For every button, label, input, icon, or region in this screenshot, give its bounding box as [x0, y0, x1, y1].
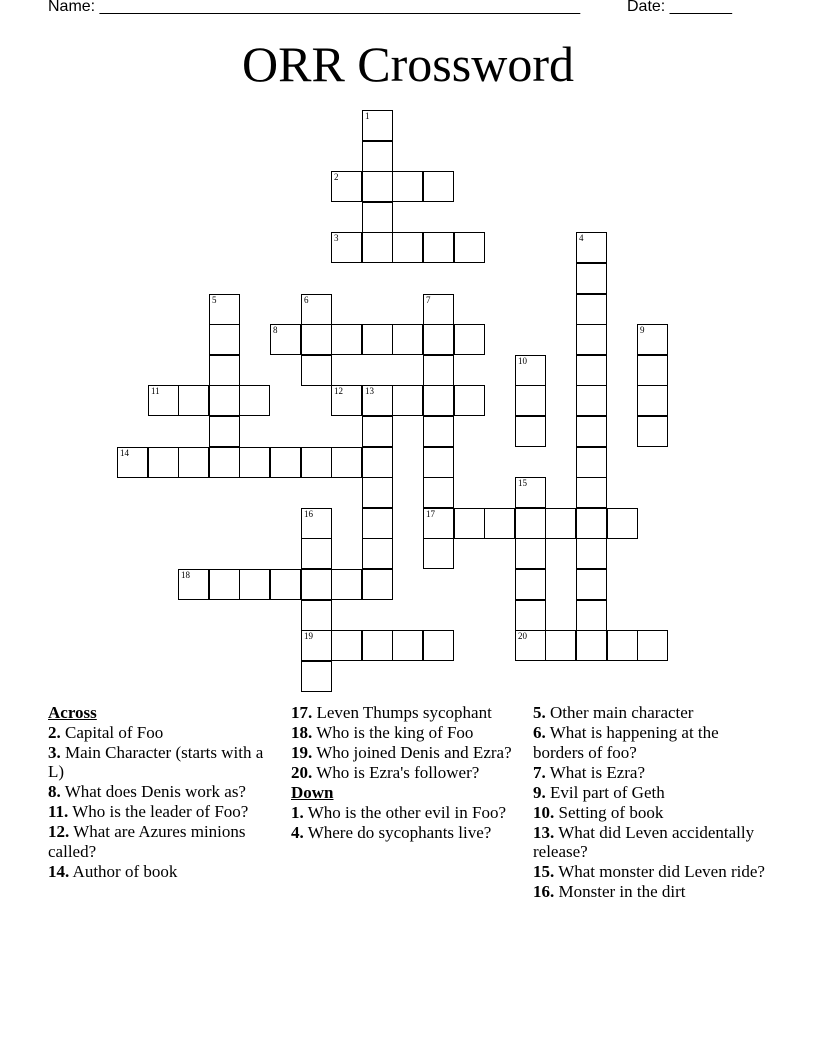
clue-number-label: 2.	[48, 722, 61, 742]
grid-cell[interactable]	[515, 416, 546, 447]
clue-text: Capital of Foo	[60, 722, 164, 742]
clue-number-label: 10.	[533, 802, 555, 822]
grid-cell[interactable]	[576, 232, 607, 263]
clue-item	[533, 823, 765, 862]
clue-number: 14	[120, 448, 129, 458]
clue-text: What monster did Leven ride?	[554, 862, 765, 881]
clue-item	[48, 723, 280, 743]
grid-cell[interactable]	[209, 324, 240, 355]
grid-cell[interactable]	[301, 569, 332, 600]
clue-item	[48, 862, 280, 882]
clue-text: Who is Ezra's follower?	[312, 763, 480, 782]
grid-cell[interactable]	[392, 232, 423, 263]
grid-cell[interactable]	[301, 294, 332, 325]
grid-cell[interactable]	[576, 263, 607, 294]
grid-cell[interactable]	[117, 447, 148, 478]
clue-text: Monster in the dirt	[554, 882, 686, 901]
grid-cell[interactable]	[576, 508, 607, 539]
grid-cell[interactable]	[331, 232, 362, 263]
grid-cell[interactable]	[362, 569, 393, 600]
grid-cell[interactable]	[301, 447, 332, 478]
grid-cell[interactable]	[576, 385, 607, 416]
grid-cell[interactable]	[362, 232, 393, 263]
grid-cell[interactable]	[362, 141, 393, 172]
clue-text: Setting of book	[554, 802, 664, 822]
grid-cell[interactable]	[239, 385, 270, 416]
grid-cell[interactable]	[545, 630, 576, 661]
grid-cell[interactable]	[576, 447, 607, 478]
grid-cell[interactable]	[423, 447, 454, 478]
grid-cell[interactable]	[148, 447, 179, 478]
grid-cell[interactable]	[484, 508, 515, 539]
grid-cell[interactable]	[362, 630, 393, 661]
grid-cell[interactable]	[209, 416, 240, 447]
grid-cell[interactable]	[392, 385, 423, 416]
grid-cell[interactable]	[270, 569, 301, 600]
clue-number: 6	[304, 295, 309, 305]
grid-cell[interactable]	[301, 600, 332, 631]
clue-text: Author of book	[69, 861, 178, 881]
grid-cell[interactable]	[576, 630, 607, 661]
clue-text: Who is the leader of Foo?	[68, 802, 249, 821]
clue-number: 4	[579, 233, 584, 243]
clue-number-label: 17.	[291, 703, 313, 722]
clue-number: 19	[304, 631, 313, 641]
grid-cell[interactable]	[423, 416, 454, 447]
clue-number-label: 14.	[48, 861, 70, 881]
grid-cell[interactable]	[515, 569, 546, 600]
across-clue-list	[48, 723, 280, 882]
grid-cell[interactable]	[454, 385, 485, 416]
grid-cell[interactable]	[331, 171, 362, 202]
clue-column-2	[291, 703, 523, 843]
grid-cell[interactable]	[454, 508, 485, 539]
grid-cell[interactable]	[515, 600, 546, 631]
clue-column-1	[48, 703, 280, 882]
grid-cell[interactable]	[545, 508, 576, 539]
grid-cell[interactable]	[607, 508, 638, 539]
grid-cell[interactable]	[239, 447, 270, 478]
clue-text: What is happening at the borders of foo?	[533, 723, 719, 762]
clue-text: What did Leven accidentally release?	[533, 822, 755, 861]
grid-cell[interactable]	[576, 355, 607, 386]
clue-text: What is Ezra?	[545, 762, 646, 782]
grid-cell[interactable]	[515, 355, 546, 386]
clue-number: 13	[365, 386, 374, 396]
clue-number-label: 15.	[533, 862, 555, 881]
date-field-line: Date: _______	[627, 0, 732, 15]
down-heading: Down	[291, 783, 334, 802]
grid-cell[interactable]	[209, 355, 240, 386]
grid-cell[interactable]	[209, 294, 240, 325]
grid-cell[interactable]	[576, 569, 607, 600]
grid-cell[interactable]	[423, 294, 454, 325]
grid-cell[interactable]	[362, 171, 393, 202]
clue-item	[533, 862, 765, 882]
grid-cell[interactable]	[209, 385, 240, 416]
grid-cell[interactable]	[362, 447, 393, 478]
clue-number: 8	[273, 325, 278, 335]
grid-cell[interactable]	[423, 477, 454, 508]
clue-text: Who is the other evil in Foo?	[303, 802, 506, 822]
grid-cell[interactable]	[423, 232, 454, 263]
grid-cell[interactable]	[331, 630, 362, 661]
page-title: ORR Crossword	[242, 36, 574, 92]
clue-number-label: 9.	[533, 782, 546, 802]
grid-cell[interactable]	[637, 324, 668, 355]
grid-cell[interactable]	[301, 630, 332, 661]
clue-item	[291, 823, 523, 843]
grid-cell[interactable]	[392, 630, 423, 661]
grid-cell[interactable]	[301, 538, 332, 569]
clue-number: 2	[334, 172, 339, 182]
grid-cell[interactable]	[423, 171, 454, 202]
grid-cell[interactable]	[301, 324, 332, 355]
grid-cell[interactable]	[270, 324, 301, 355]
grid-cell[interactable]	[178, 447, 209, 478]
clue-number-label: 6.	[533, 723, 546, 742]
grid-cell[interactable]	[178, 569, 209, 600]
grid-cell[interactable]	[331, 447, 362, 478]
clue-text: What are Azures minions called?	[48, 822, 246, 861]
clue-number-label: 5.	[533, 703, 546, 722]
clue-number: 11	[151, 386, 160, 396]
clue-item	[533, 882, 765, 902]
clue-number-label: 12.	[48, 822, 70, 841]
clue-number-label: 11.	[48, 802, 69, 821]
grid-cell[interactable]	[362, 110, 393, 141]
grid-cell[interactable]	[515, 385, 546, 416]
clue-number: 1	[365, 111, 370, 121]
grid-cell[interactable]	[576, 538, 607, 569]
down-clue-list	[291, 803, 523, 843]
grid-cell[interactable]	[362, 385, 393, 416]
clue-number: 7	[426, 295, 431, 305]
grid-cell[interactable]	[392, 324, 423, 355]
grid-cell[interactable]	[331, 324, 362, 355]
clue-number: 12	[334, 386, 343, 396]
grid-cell[interactable]	[607, 630, 638, 661]
grid-cell[interactable]	[362, 477, 393, 508]
grid-cell[interactable]	[392, 171, 423, 202]
grid-cell[interactable]	[362, 538, 393, 569]
grid-cell[interactable]	[423, 508, 454, 539]
grid-cell[interactable]	[576, 416, 607, 447]
clue-item	[48, 743, 280, 782]
clue-text: Main Character (starts with a L)	[48, 742, 264, 781]
clue-text: Leven Thumps sycophant	[312, 703, 492, 722]
clue-item	[48, 802, 280, 822]
clue-number: 5	[212, 295, 217, 305]
clue-number: 20	[518, 631, 527, 641]
clue-number-label: 7.	[533, 762, 546, 782]
clue-item	[291, 763, 523, 783]
clue-item	[291, 803, 523, 823]
clue-item	[533, 763, 765, 783]
grid-cell[interactable]	[270, 447, 301, 478]
clue-number: 3	[334, 233, 339, 243]
grid-cell[interactable]	[454, 232, 485, 263]
grid-cell[interactable]	[576, 600, 607, 631]
clue-item	[291, 743, 523, 763]
clue-column-3	[533, 703, 765, 902]
grid-cell[interactable]	[515, 477, 546, 508]
clue-text: Other main character	[545, 703, 694, 722]
clue-text: Where do sycophants live?	[303, 822, 492, 842]
grid-cell[interactable]	[209, 569, 240, 600]
clue-number: 9	[640, 325, 645, 335]
grid-cell[interactable]	[423, 538, 454, 569]
clue-item	[48, 782, 280, 802]
clue-number-label: 8.	[48, 782, 61, 801]
clue-text: Evil part of Geth	[545, 782, 665, 802]
grid-cell[interactable]	[301, 355, 332, 386]
grid-cell[interactable]	[423, 385, 454, 416]
grid-cell[interactable]	[423, 355, 454, 386]
grid-cell[interactable]	[637, 385, 668, 416]
grid-cell[interactable]	[576, 477, 607, 508]
grid-cell[interactable]	[637, 630, 668, 661]
grid-cell[interactable]	[148, 385, 179, 416]
grid-cell[interactable]	[362, 416, 393, 447]
grid-cell[interactable]	[423, 324, 454, 355]
grid-cell[interactable]	[301, 661, 332, 692]
grid-cell[interactable]	[515, 508, 546, 539]
clue-number: 10	[518, 356, 527, 366]
grid-cell[interactable]	[576, 324, 607, 355]
clue-item	[533, 783, 765, 803]
grid-cell[interactable]	[362, 324, 393, 355]
across-heading: Across	[48, 703, 97, 722]
grid-cell[interactable]	[454, 324, 485, 355]
clue-item	[533, 723, 765, 762]
clue-number: 16	[304, 509, 313, 519]
grid-cell[interactable]	[301, 508, 332, 539]
grid-cell[interactable]	[515, 630, 546, 661]
grid-cell[interactable]	[576, 294, 607, 325]
clue-text: Who joined Denis and Ezra?	[312, 743, 512, 762]
clue-number-label: 18.	[291, 723, 313, 742]
across-clue-list-continued	[291, 703, 523, 783]
clue-number-label: 20.	[291, 763, 313, 782]
grid-cell[interactable]	[362, 202, 393, 233]
clue-item	[291, 703, 523, 723]
clue-number-label: 13.	[533, 822, 555, 842]
clue-item	[48, 822, 280, 861]
grid-cell[interactable]	[637, 416, 668, 447]
clue-number-label: 1.	[291, 802, 304, 822]
clue-number: 17	[426, 509, 435, 519]
clue-number: 15	[518, 478, 527, 488]
grid-cell[interactable]	[178, 385, 209, 416]
clue-number: 18	[181, 570, 190, 580]
grid-cell[interactable]	[637, 355, 668, 386]
grid-cell[interactable]	[331, 385, 362, 416]
clue-item	[291, 723, 523, 743]
down-clue-list-continued	[533, 703, 765, 902]
clue-text: What does Denis work as?	[60, 782, 246, 801]
clue-number-label: 19.	[291, 743, 313, 762]
clue-item	[533, 803, 765, 823]
clue-number-label: 4.	[291, 822, 304, 842]
grid-cell[interactable]	[362, 508, 393, 539]
grid-cell[interactable]	[239, 569, 270, 600]
clue-number-label: 3.	[48, 742, 61, 762]
grid-cell[interactable]	[209, 447, 240, 478]
grid-cell[interactable]	[423, 630, 454, 661]
grid-cell[interactable]	[515, 538, 546, 569]
clue-item	[533, 703, 765, 723]
clue-text: Who is the king of Foo	[312, 723, 474, 742]
name-field-line: Name: ______________________________________________________	[48, 0, 581, 15]
grid-cell[interactable]	[331, 569, 362, 600]
clue-number-label: 16.	[533, 882, 555, 901]
